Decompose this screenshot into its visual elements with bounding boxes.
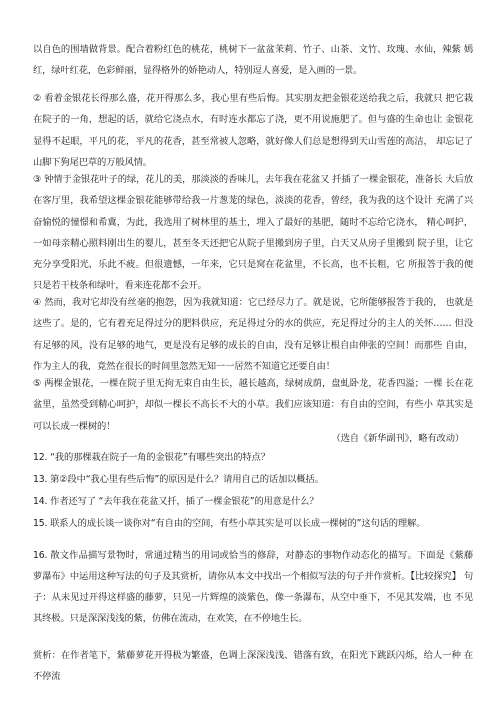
source-citation: （选自《新华副刊》，略有改动） xyxy=(331,433,464,444)
analysis-text: 赏析：在作者笔下，紫藤萝花开得极为繁盛，色调上深深浅浅、错落有致，在阳光下跳跃闪烁，给人一种 在不停流 xyxy=(33,650,473,682)
question-14: 14. 作者还写了 “去年我在花盆又扦，插了一棵金银花”的用意是什么？ xyxy=(33,496,319,507)
paragraph-2: ② 看着金银花长得那么盛，花开得那么多，我心里有些后悔。其实朋友把金银花送给我之后，我就只 把它栽在院子的一角，想起的话，就给它浇点水，有时连水都忘了浇，更不用说施肥了。但与盛的生命也让 金银花显得不起眼，平凡的花，平凡的花香，甚至常被人忽略，就好像人们总是想得到天山雪莲的高洁， 却忘记了山脚下狗尾巴草的万般风情。 xyxy=(33,93,473,168)
question-12: 12. “我的那棵栽在院子一角的金银花”有哪些突出的特点？ xyxy=(33,452,270,463)
paragraph-1: 以自色的围墙做背景。配合着粉红色的桃花，桃树下一盆盆茉莉、竹子、山茶、文竹、玫瑰、水仙，辣紫 嫣红，绿叶红花，色彩鲜丽，显得格外的娇艳动人，特别逗人喜爱，是入画的一景。 xyxy=(33,44,473,77)
paragraph-5: ⑤ 两棵金银花，一棵在院子里无拘无束自由生长，越长越高，绿树成荫，盘虬卧龙，花香四溢；一棵 长在花盆里，虽然受到精心呵护，却似一棵长不高长不大的小草。我们应该知道：有自由的空间，有些小 草其实是可以长成一棵树的！ xyxy=(33,378,473,432)
paragraph-4: ④ 然而，我对它却没有丝毫的抱怨，因为我就知道：它已经尽力了。就是说，它所能够报答于我的， 也就是这些了。是的，它有着充足得过分的肥料供应，充足得过分的水的供应，充足得过分的主人的关怀…… 但没有足够的风，没有足够的地气，更是没有足够的成长的自由，没有足够让根自由伸张的空间！而那些 自由，作为主人的我，竟然在很长的时间里忽然无知一一居然不知道它还要自由！ xyxy=(33,297,473,372)
paragraph-3: ③ 钟情于金银花叶子的绿，花儿的美，那淡淡的香味儿，去年我在花盆又 扦插了一棵金银花，准备长 大后放在客厅里，我希望这棵金银花能够带给我一片葱茏的绿色，淡淡的花香，曾经，我为我的这个设计 充满了兴奋愉悦的憧憬和希冀，为此，我选用了树林里的基土，埋入了最好的基肥，随时不忘给它浇水， 精心呵护，一如母亲精心照料刚出生的婴儿，甚至冬天还把它从院子里搬到房子里，白天又从房子里搬到 院子里，让它充分享受阳光，乐此不疲。但很遗憾，一年来，它只是窝在花盆里，不长高，也不长粗，它 所报答于我的便只是若干枝条和绿叶，看来连花都不会开。 xyxy=(33,174,473,292)
question-15: 15. 联系人的成长谈一谈你对“有自由的空间，有些小草其实是可以长成一棵树的”这句话的理解。 xyxy=(33,518,426,529)
question-16: 16. 散文作品描写景物时，常通过精当的用词或恰当的修辞，对静态的事物作动态化的描写。下面是《紫藤 萝瀑布》中运用这种写法的句子及其赏析，请你从本文中找出一个相似写法的句子并作赏析。【比较探究】 句子：从未见过开得这样盛的藤萝，只见一片辉煌的淡紫色，像一条瀑布，从空中垂下，不见其发端，也 不见其终极。只是深深浅浅的紫，仿佛在流动，在欢笑，在不停地生长。 xyxy=(33,550,473,624)
question-13: 13. 第②段中“我心里有些后悔”的原因是什么？请用自己的话加以概括。 xyxy=(33,474,324,485)
